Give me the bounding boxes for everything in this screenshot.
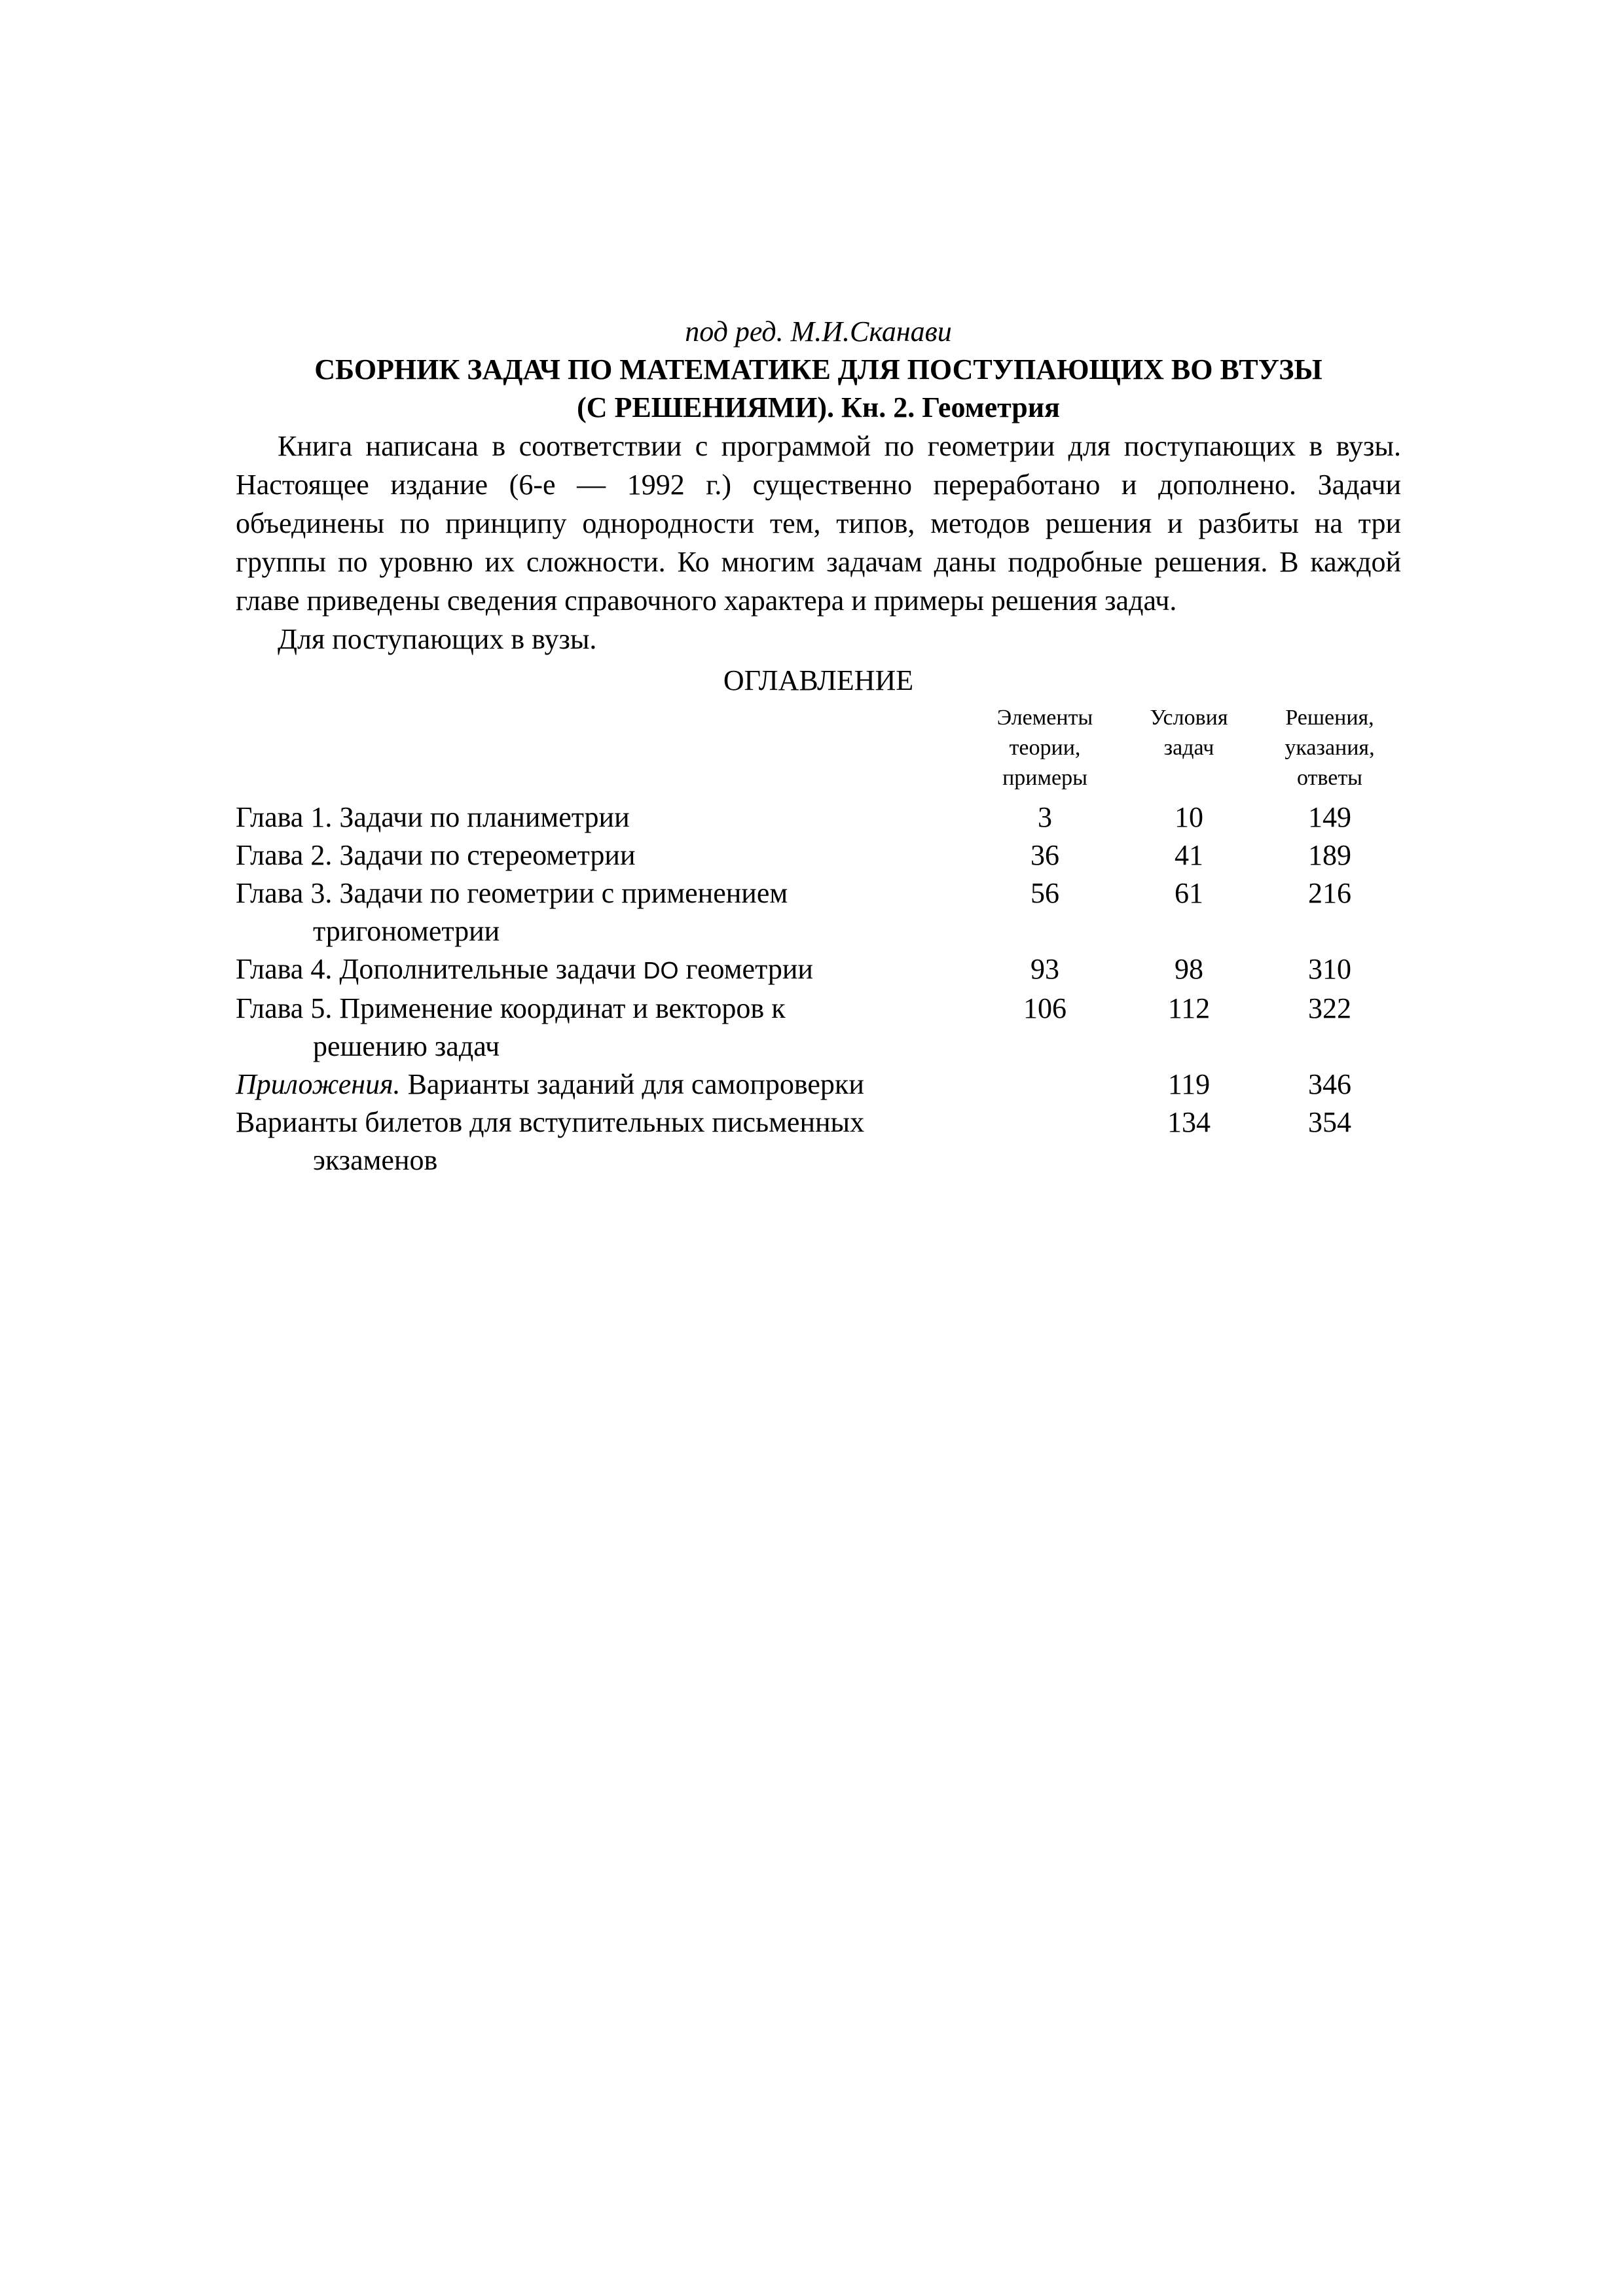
toc-entry-problems-page: 112 <box>1167 992 1211 1024</box>
toc-entry-title: Приложения. Варианты заданий для самопроверки <box>236 1068 864 1100</box>
toc-entry-solutions-page: 346 <box>1308 1068 1351 1100</box>
toc-header-row <box>236 703 1401 798</box>
toc-entry-title: Глава 2. Задачи по стереометрии <box>236 839 636 871</box>
toc-entry-theory-page <box>970 1103 1120 1179</box>
editor-credit: под ред. М.И.Сканави <box>685 315 952 348</box>
toc-entry-theory-page: 93 <box>1030 953 1059 985</box>
toc-entry-theory-page: 3 <box>1038 801 1052 833</box>
toc-entry-solutions-page: 322 <box>1308 992 1351 1024</box>
toc-entry-title: Глава 1. Задачи по планиметрии <box>236 801 630 833</box>
toc-entry-solutions-page: 354 <box>1308 1106 1351 1138</box>
toc-entry-solutions-page: 149 <box>1308 801 1351 833</box>
toc-entry-problems-page: 98 <box>1175 953 1203 985</box>
toc-row-exam-tickets <box>236 1103 1401 1179</box>
page-content <box>236 313 1401 1179</box>
toc-header-solutions: Решения, указания, ответы <box>1285 706 1375 790</box>
toc-entry-theory-page: 36 <box>1030 839 1059 871</box>
toc-table <box>236 703 1401 1179</box>
toc-header-problems: Условия задач <box>1150 706 1228 760</box>
toc-entry-problems-page: 119 <box>1167 1068 1211 1100</box>
audience-paragraph: Для поступающих в вузы. <box>278 623 597 655</box>
toc-row-chapter-5 <box>236 990 1401 1066</box>
toc-entry-title: Варианты билетов для вступительных письменных экзаменов <box>236 1106 865 1176</box>
toc-header-theory: Элементы теории, примеры <box>996 706 1093 790</box>
toc-entry-problems-page: 10 <box>1175 801 1203 833</box>
toc-row-chapter-4 <box>236 950 1401 990</box>
toc-entry-problems-page: 134 <box>1167 1106 1211 1138</box>
toc-entry-title: Глава 5. Применение координат и векторов к решению задач <box>236 992 786 1062</box>
toc-entry-title: Глава 3. Задачи по геометрии с применением тригонометрии <box>236 877 788 947</box>
toc-row-chapter-1 <box>236 798 1401 836</box>
toc-entry-theory-page <box>970 1066 1120 1103</box>
toc-entry-theory-page: 56 <box>1030 877 1059 909</box>
book-title-line-2: (С РЕШЕНИЯМИ). Кн. 2. Геометрия <box>577 391 1060 423</box>
toc-row-chapter-3 <box>236 874 1401 950</box>
toc-entry-solutions-page: 216 <box>1308 877 1351 909</box>
toc-entry-problems-page: 61 <box>1175 877 1203 909</box>
toc-entry-solutions-page: 189 <box>1308 839 1351 871</box>
toc-header-title <box>236 703 970 798</box>
toc-heading: ОГЛАВЛЕНИЕ <box>723 664 914 696</box>
toc-entry-problems-page: 41 <box>1175 839 1203 871</box>
toc-entry-solutions-page: 310 <box>1308 953 1351 985</box>
toc-entry-title: Глава 4. Дополнительные задачи DO геометрии <box>236 953 813 985</box>
toc-row-appendix <box>236 1066 1401 1103</box>
toc-entry-theory-page: 106 <box>1023 992 1067 1024</box>
book-title-line-1: СБОРНИК ЗАДАЧ ПО МАТЕМАТИКЕ ДЛЯ ПОСТУПАЮЩИХ ВО ВТУЗЫ <box>314 353 1322 386</box>
annotation-paragraph: Книга написана в соответствии с программой по геометрии для поступающих в вузы. Настоящее издание (6-е — 1992 г.) существенно переработано и дополнено. Задачи объединены по принципу однородности тем, типов, методов решения и разбиты на три группы по уровню их сложности. Ко многим задачам даны подробные решения. В каждой главе приведены сведения справочного характера и примеры решения задач. <box>236 430 1401 617</box>
toc-row-chapter-2 <box>236 836 1401 874</box>
